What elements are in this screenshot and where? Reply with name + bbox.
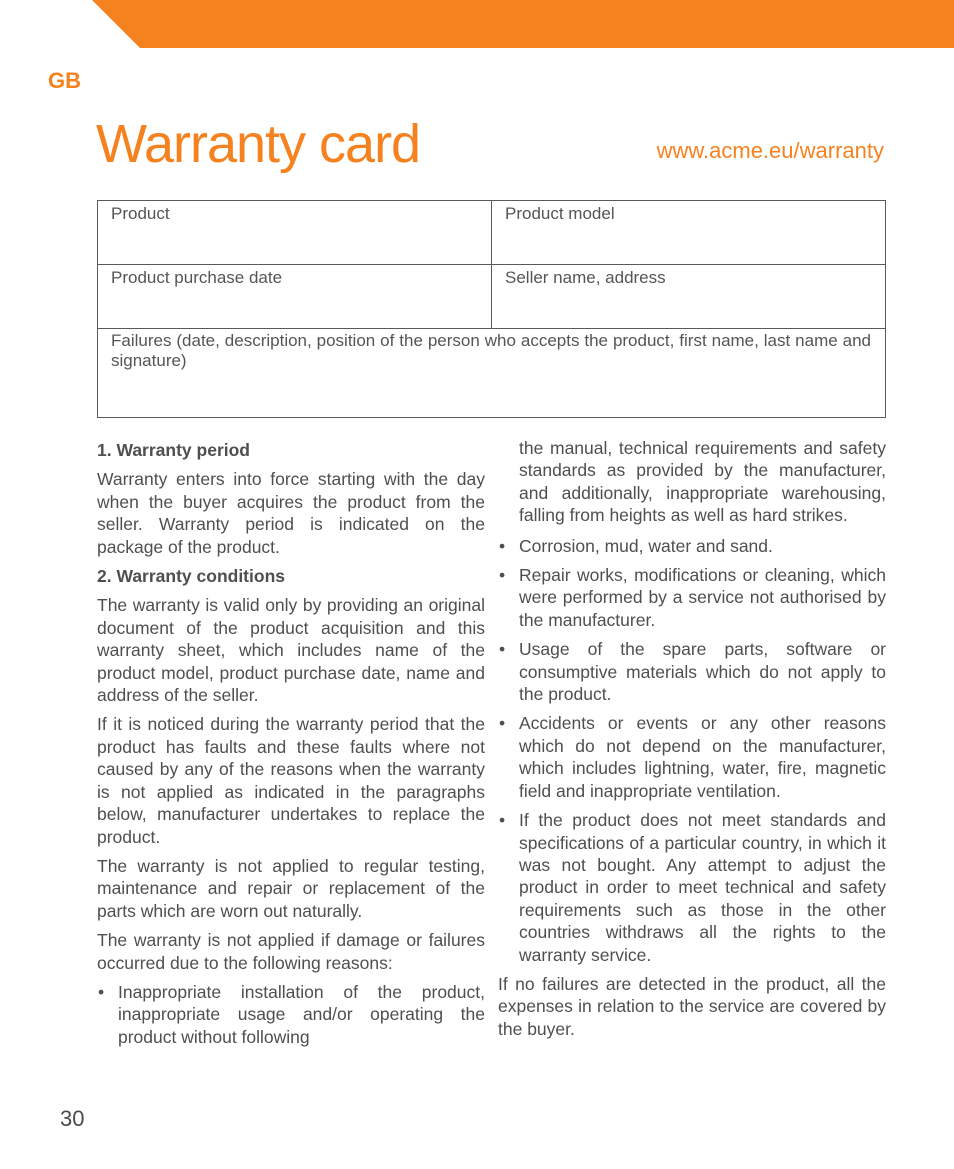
failures-field[interactable]: Failures (date, description, position of the person who accepts the product, first name, last name and signature) [111, 331, 871, 370]
orange-banner-shape [92, 0, 954, 48]
language-tag: GB [48, 68, 81, 93]
right-column [498, 437, 886, 1047]
list-item-text: If the product does not meet standards and specifications of a particular country, in which it was not bought. Any attempt to adjust the product in order to meet technical and safety requirements such as those in the other countries withdraws all the rights to the warranty service. [519, 810, 886, 965]
table-column-divider [491, 201, 492, 328]
list-item [498, 535, 886, 557]
list-item-text: Usage of the spare parts, software or consumptive materials which do not apply to the product. [519, 639, 886, 705]
purchase-date-field[interactable]: Product purchase date [111, 268, 283, 287]
seller-field[interactable]: Seller name, address [505, 268, 666, 287]
bullet-icon: • [499, 639, 506, 660]
list-item-text: Corrosion, mud, water and sand. [519, 535, 773, 556]
conditions-paragraph: The warranty is valid only by providing an original document of the product acquisition and this warranty sheet, which includes name of the product model, product purchase date, name and address of the seller. [97, 595, 485, 706]
conditions-paragraph: The warranty is not applied to regular testing, maintenance and repair or replacement of the parts which are worn out naturally. [97, 855, 485, 921]
bullet-icon: • [499, 810, 506, 831]
closing-paragraph: If no failures are detected in the product, all the expenses in relation to the service are covered by the buyer. [498, 973, 886, 1039]
list-item-text: the manual, technical requirements and safety standards as provided by the manufacturer, and additionally, inappropriate warehousing, falling from heights as well as hard strikes. [519, 438, 886, 526]
list-item-text: Repair works, modifications or cleaning, which were performed by a service not authorised by the manufacturer. [519, 565, 886, 630]
product-model-field[interactable]: Product model [505, 204, 615, 223]
bullet-icon: • [499, 713, 506, 734]
list-item [498, 437, 886, 527]
exclusions-list [97, 981, 485, 1048]
list-item-text: Inappropriate installation of the product, inappropriate usage and/or operating the product without following [118, 981, 485, 1047]
list-item-text: Accidents or events or any other reasons which do not depend on the manufacturer, which includes lightning, water, fire, magnetic field and inappropriate ventilation. [519, 713, 886, 801]
page-title: Warranty card [96, 114, 421, 174]
list-item [498, 564, 886, 631]
warranty-period-text: Warranty enters into force starting with the day when the buyer acquires the product from the seller. Warranty period is indicated on the package of the product. [97, 469, 485, 557]
conditions-paragraph: The warranty is not applied if damage or failures occurred due to the following reasons: [97, 930, 485, 973]
list-item [498, 638, 886, 705]
warranty-conditions-heading: 2. Warranty conditions [97, 566, 285, 587]
page-number: 30 [60, 1106, 85, 1131]
list-item [498, 809, 886, 966]
product-field[interactable]: Product [111, 204, 170, 223]
warranty-period-heading: 1. Warranty period [97, 440, 250, 460]
bullet-icon: • [98, 981, 105, 1002]
top-banner [0, 0, 954, 48]
warranty-card-form [97, 200, 886, 418]
list-item [97, 981, 485, 1048]
bullet-icon: • [499, 565, 506, 586]
exclusions-list-continued [498, 437, 886, 966]
conditions-paragraph: If it is noticed during the warranty period that the product has faults and these faults where not caused by any of the reasons when the warranty is not applied as indicated in the paragraphs below, manufacturer undertakes to replace the product. [97, 714, 485, 847]
warranty-url-link[interactable]: www.acme.eu/warranty [656, 138, 884, 163]
left-column [97, 437, 485, 1055]
bullet-icon: • [499, 535, 506, 556]
list-item [498, 712, 886, 802]
